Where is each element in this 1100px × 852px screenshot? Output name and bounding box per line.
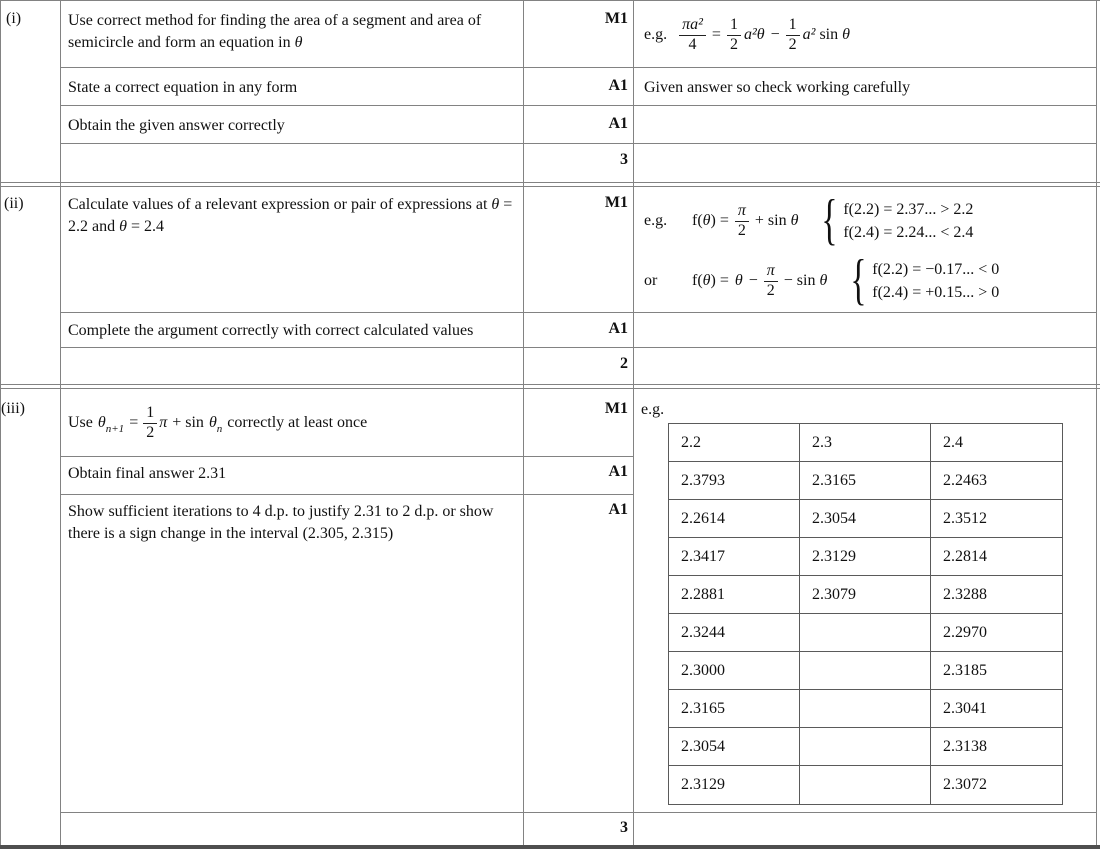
math-theta: θ (491, 196, 500, 213)
total-marks: 3 (620, 151, 628, 168)
guidance-formula-ii-line2 (644, 249, 1000, 312)
iteration-cell: 2.3288 (931, 576, 1062, 614)
section-divider (0, 182, 1100, 183)
iteration-table (668, 423, 1063, 805)
grid-line (60, 67, 1096, 68)
iteration-cell: 2.3185 (931, 652, 1062, 690)
fraction: $\frac{\pi}{2}$ (735, 203, 749, 240)
mark-cell: M1 (604, 10, 628, 27)
eg-label: e.g. (644, 212, 668, 229)
math-term: + sin θ (754, 212, 799, 229)
iteration-cell: 2.3129 (800, 538, 931, 576)
case-line: f(2.2) = −0.17... < 0 (872, 260, 1000, 278)
fraction: $\frac{\pi}{2}$ (764, 263, 778, 300)
iteration-cell: 2.3138 (931, 728, 1062, 766)
iteration-cell: 2.3079 (800, 576, 931, 614)
grid-line (60, 812, 1096, 813)
mark-cell: A1 (608, 463, 628, 480)
criteria-text: Calculate values of a relevant expression or pair of expressions at θ = 2.2 and θ = 2.4 (68, 196, 513, 235)
iteration-cell: 2.3417 (669, 538, 800, 576)
minus-sign: − (748, 272, 758, 289)
fraction: $\frac{1}{2}$ (143, 405, 157, 442)
criteria-text: Show sufficient iterations to 4 d.p. to justify 2.31 to 2 d.p. or show there is a sign change in the interval (2.305, 2.315) (68, 503, 494, 542)
fraction: $\frac{\text{πa²}}{4}$ (679, 17, 706, 54)
iteration-cell (800, 690, 931, 728)
grid-line (633, 0, 634, 846)
iteration-cell: 2.3054 (669, 728, 800, 766)
iteration-cell: 2.2463 (931, 462, 1062, 500)
eg-label: e.g. (644, 26, 668, 43)
mark-cell: A1 (608, 77, 628, 94)
mark-cell: M1 (604, 400, 628, 417)
math-operator: + sin (172, 414, 204, 431)
grid-line (60, 143, 1096, 144)
section-divider (0, 186, 1100, 187)
total-marks: 3 (620, 819, 628, 836)
math-term: a² (802, 26, 816, 43)
math-term: sin θ (819, 26, 850, 43)
part-label-ii: (ii) (4, 195, 24, 212)
iteration-cell: 2.3165 (669, 690, 800, 728)
grid-line (60, 105, 1096, 106)
theta-subscripted: θ n+1 (97, 414, 125, 435)
fraction: $\frac{1}{2}$ (727, 17, 741, 54)
iteration-cell (800, 652, 931, 690)
math-pi: π (159, 414, 168, 431)
math-theta: θ (734, 272, 743, 289)
part-label-iii: (iii) (1, 400, 25, 417)
grid-line (60, 312, 1096, 313)
grid-line (60, 347, 1096, 348)
iteration-cell: 2.3072 (943, 776, 987, 793)
function-term: f( θ ) = (692, 212, 729, 229)
cases-group (845, 249, 1000, 312)
criteria-text (68, 10, 528, 53)
iteration-cell: 2.2970 (931, 614, 1062, 652)
cases-brace: { (821, 189, 838, 252)
part-label-i: (i) (6, 10, 22, 27)
minus-sign: − (770, 26, 780, 43)
criteria-text: Obtain final answer 2.31 (68, 465, 227, 482)
iteration-cell: 2.3244 (669, 614, 800, 652)
iteration-cell: 2.3512 (931, 500, 1062, 538)
iteration-cell: 2.3793 (669, 462, 800, 500)
iteration-cell (800, 614, 931, 652)
iteration-cell (800, 766, 931, 804)
grid-line (60, 456, 633, 457)
case-line: f(2.4) = 2.24... < 2.4 (843, 223, 974, 241)
math-theta: θ (119, 217, 127, 235)
iteration-header-cell: 2.2 (669, 424, 800, 462)
mark-cell: A1 (608, 115, 628, 132)
math-term: a²θ (743, 26, 765, 43)
eg-label: e.g. (641, 401, 665, 418)
guidance-text: Given answer so check working carefully (644, 79, 911, 96)
section-divider (0, 384, 1100, 385)
or-label: or (644, 272, 658, 289)
fraction: $\frac{1}{2}$ (786, 17, 800, 54)
iteration-cell: 2.2814 (931, 538, 1062, 576)
guidance-formula-i (644, 10, 850, 60)
math-term: − sin θ (783, 272, 828, 289)
guidance-formula-ii-line1 (644, 189, 974, 252)
criteria-text: State a correct equation in any form (68, 79, 298, 96)
case-line: f(2.2) = 2.37... > 2.2 (843, 200, 974, 218)
math-theta: θ (294, 33, 303, 51)
mark-cell: A1 (608, 320, 628, 337)
cases-lines (872, 261, 999, 302)
cases-group (816, 189, 974, 252)
iteration-cell: 2.3041 (931, 690, 1062, 728)
case-line: f(2.4) = +0.15... > 0 (872, 283, 1000, 301)
theta-subscripted: θ n (208, 414, 223, 435)
bottom-border (0, 845, 1100, 849)
cases-brace: { (850, 249, 867, 312)
grid-line (1096, 0, 1097, 846)
section-divider (0, 388, 1100, 389)
criteria-run: Use correct method for finding the area of a segment and area of semicircle and form an equation in (68, 12, 482, 51)
grid-line (60, 0, 61, 846)
mark-cell: A1 (608, 501, 628, 518)
function-term: f( θ ) = (692, 272, 729, 289)
criteria-formula-iii: Use θ n+1 = $\frac{1}{2}$ π + sin θ n correctly at least once (68, 403, 368, 441)
grid-line (0, 0, 1, 846)
total-marks: 2 (620, 355, 628, 372)
criteria-text: Complete the argument correctly with correct calculated values (68, 322, 474, 339)
iteration-cell: 2.2614 (669, 500, 800, 538)
mark-cell: M1 (604, 194, 628, 211)
criteria-text: Obtain the given answer correctly (68, 117, 285, 134)
grid-line (0, 0, 1100, 1)
iteration-header-cell: 2.4 (931, 424, 1062, 462)
iteration-cell (800, 728, 931, 766)
iteration-cell: 2.3165 (800, 462, 931, 500)
iteration-cell: 2.2881 (669, 576, 800, 614)
iteration-cell: 2.3129 (669, 766, 800, 804)
equals-sign: = (711, 26, 721, 43)
iteration-cell: 2.3000 (669, 652, 800, 690)
grid-line (60, 494, 633, 495)
iteration-header-cell: 2.3 (800, 424, 931, 462)
iteration-cell: 2.3054 (800, 500, 931, 538)
equals-sign: = (129, 414, 139, 431)
cases-lines (843, 201, 973, 242)
